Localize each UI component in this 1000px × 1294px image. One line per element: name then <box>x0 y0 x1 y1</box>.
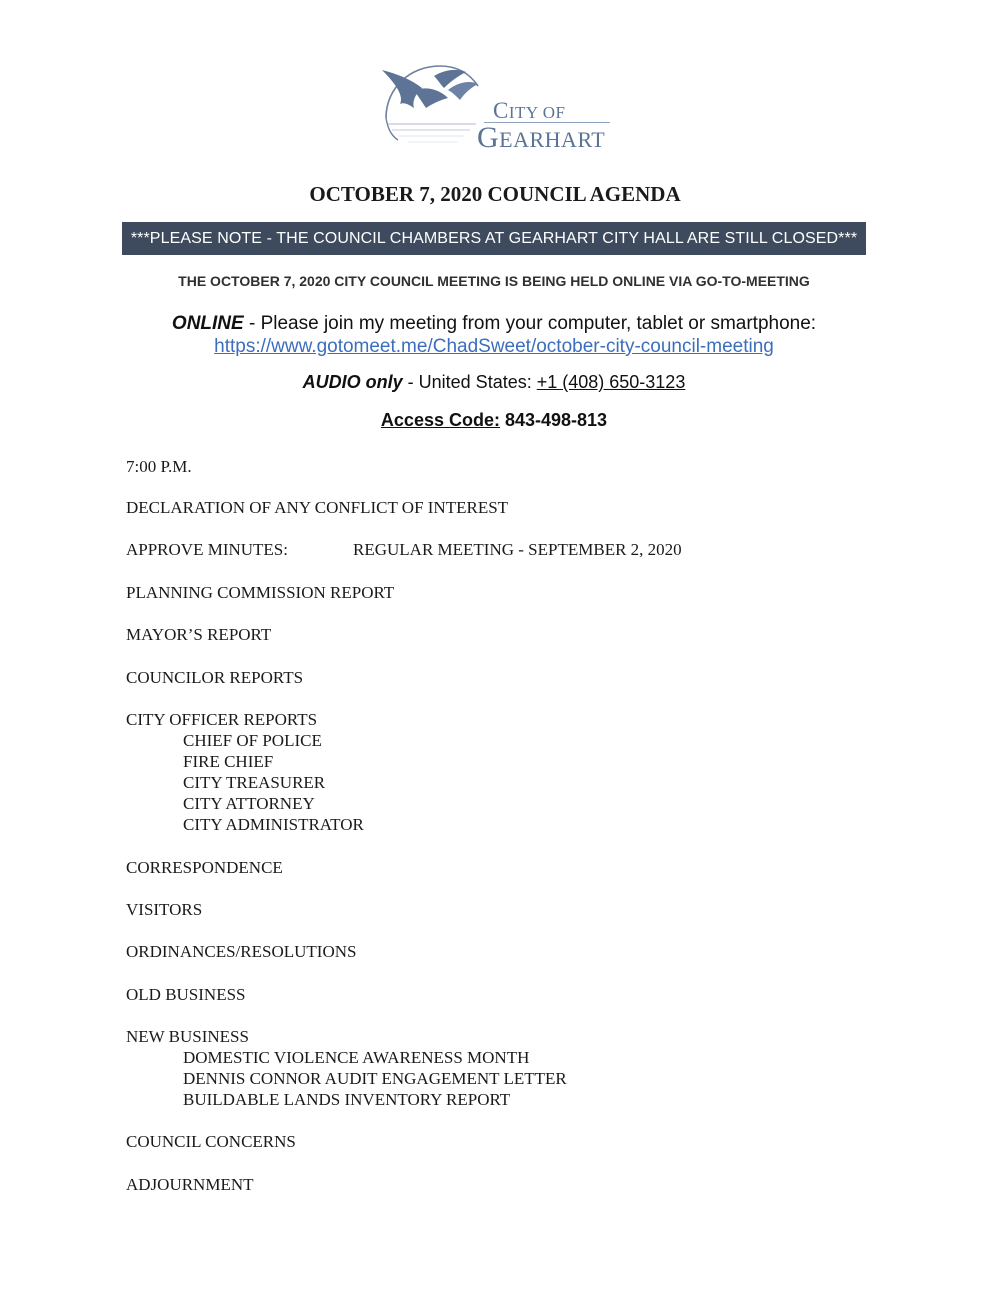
agenda-item-officer-reports: CITY OFFICER REPORTS <box>126 710 318 729</box>
agenda-item-planning: PLANNING COMMISSION REPORT <box>126 583 395 602</box>
agenda-item-council-concerns: COUNCIL CONCERNS <box>126 1132 296 1151</box>
agenda-item-correspondence: CORRESPONDENCE <box>126 858 283 877</box>
logo-text-city-of: CITY OF <box>493 98 566 123</box>
audio-text: - United States: <box>402 372 537 392</box>
phone-number[interactable]: +1 (408) 650-3123 <box>536 372 686 392</box>
agenda-item-conflict: DECLARATION OF ANY CONFLICT OF INTEREST <box>126 498 509 517</box>
officer-report-item: CITY ADMINISTRATOR <box>183 815 364 834</box>
agenda-item-visitors: VISITORS <box>126 900 203 919</box>
officer-report-item: FIRE CHIEF <box>183 752 274 771</box>
agenda-item-mayor: MAYOR’S REPORT <box>126 625 272 644</box>
audio-instructions <box>0 372 988 393</box>
access-code-value: 843-498-813 <box>499 410 608 430</box>
officer-report-item: CITY ATTORNEY <box>183 794 315 813</box>
new-business-item: DOMESTIC VIOLENCE AWARENESS MONTH <box>183 1048 530 1067</box>
closure-notice-banner: ***PLEASE NOTE - THE COUNCIL CHAMBERS AT GEARHART CITY HALL ARE STILL CLOSED*** <box>122 222 866 255</box>
logo-city-rest: ITY OF <box>508 103 566 122</box>
access-code-line <box>0 410 988 431</box>
agenda-item-new-business: NEW BUSINESS <box>126 1027 249 1046</box>
agenda-item-approve-minutes: APPROVE MINUTES: <box>126 540 288 559</box>
agenda-item-old-business: OLD BUSINESS <box>126 985 246 1004</box>
page-title: OCTOBER 7, 2020 COUNCIL AGENDA <box>309 182 681 206</box>
officer-report-item: CITY TREASURER <box>183 773 326 792</box>
new-business-item: BUILDABLE LANDS INVENTORY REPORT <box>183 1090 511 1109</box>
minutes-detail: REGULAR MEETING - SEPTEMBER 2, 2020 <box>353 540 682 559</box>
agenda-item-adjournment: ADJOURNMENT <box>126 1175 254 1194</box>
meeting-link[interactable]: https://www.gotomeet.me/ChadSweet/october-city-council-meeting <box>214 336 774 357</box>
access-code-label: Access Code: <box>380 410 500 430</box>
online-text: - Please join my meeting from your computer, tablet or smartphone: <box>243 313 817 334</box>
logo-gear-rest: EARHART <box>499 127 606 152</box>
officer-report-item: CHIEF OF POLICE <box>183 731 322 750</box>
new-business-item: DENNIS CONNOR AUDIT ENGAGEMENT LETTER <box>183 1069 567 1088</box>
logo-text-gearhart: GEARHART <box>477 121 606 154</box>
online-instructions <box>0 313 988 335</box>
agenda-item-ordinances: ORDINANCES/RESOLUTIONS <box>126 942 357 961</box>
audio-label: AUDIO only <box>302 372 403 392</box>
agenda-item-councilor: COUNCILOR REPORTS <box>126 668 304 687</box>
agenda-time: 7:00 P.M. <box>126 457 192 476</box>
online-label: ONLINE <box>171 313 244 334</box>
online-meeting-heading: THE OCTOBER 7, 2020 CITY COUNCIL MEETING IS BEING HELD ONLINE VIA GO-TO-MEETING <box>178 273 810 289</box>
